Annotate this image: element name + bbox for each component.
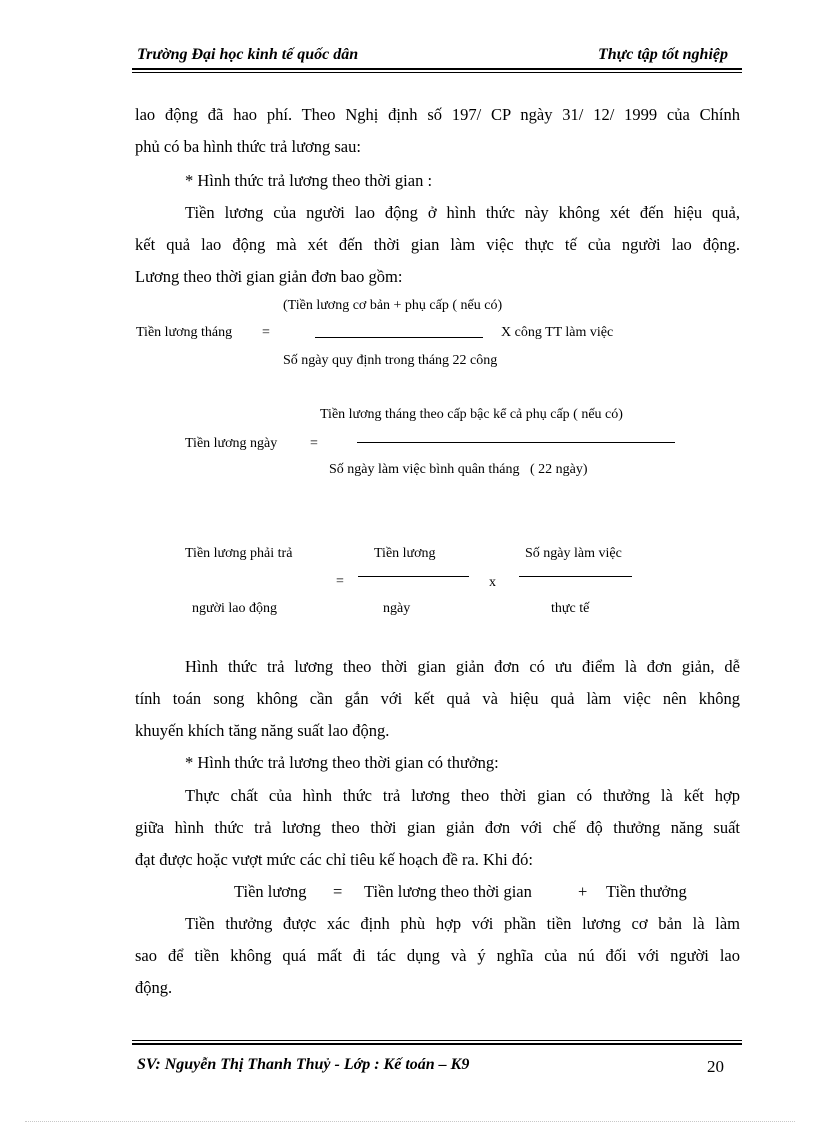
paragraph-time-based <box>135 197 740 293</box>
formula3-fraction2-bottom: thực tế <box>551 601 590 616</box>
section-heading-time-with-bonus: * Hình thức trả lương theo thời gian có thưởng: <box>185 753 499 772</box>
formula3-fraction1-bottom: ngày <box>383 601 411 616</box>
formula3-times: x <box>489 575 496 590</box>
text-line: Thực chất của hình thức trả lương theo thời gian có thưởng là kết hợp <box>185 786 740 805</box>
header-report-title: Thực tập tốt nghiệp <box>597 46 728 63</box>
formula4-term-bonus: Tiền thưởng <box>606 882 687 901</box>
text-line: khuyến khích tăng năng suất lao động. <box>135 721 390 740</box>
text-line: phủ có ba hình thức trả lương sau: <box>135 137 361 156</box>
text-line: Tiền thưởng được xác định phù hợp với phần tiền lương cơ bản là làm <box>185 914 740 933</box>
footer-rule-thin <box>132 1040 742 1041</box>
formula2-equals: = <box>310 436 318 451</box>
paragraph-time-with-bonus <box>135 780 740 876</box>
section-heading-time-based: * Hình thức trả lương theo thời gian : <box>185 171 433 190</box>
footer-rule-thick <box>132 1043 742 1045</box>
text-line: giữa hình thức trả lương theo thời gian giản đơn với chế độ thưởng năng suất <box>135 818 740 837</box>
text-line: đạt được hoặc vượt mức các chỉ tiêu kế hoạch đề ra. Khi đó: <box>135 850 533 869</box>
text-line: lao động đã hao phí. Theo Nghị định số 197/ CP ngày 31/ 12/ 1999 của Chính <box>135 105 740 124</box>
text-line: sao để tiền không quá mất đi tác dụng và ý nghĩa của nú đối với người lao <box>135 946 740 965</box>
formula4-equals: = <box>333 882 343 901</box>
formula3-fraction2-bar <box>519 576 632 577</box>
formula1-fraction-bar <box>315 337 483 338</box>
formula2-denominator: Số ngày làm việc bình quân tháng ( 22 ngày) <box>329 462 588 477</box>
formula1-numerator: (Tiền lương cơ bản + phụ cấp ( nếu có) <box>283 298 503 313</box>
formula1-equals: = <box>262 325 270 340</box>
formula3-fraction1-top: Tiền lương <box>374 546 436 561</box>
page-number: 20 <box>707 1057 724 1076</box>
formula2-numerator: Tiền lương tháng theo cấp bậc kể cả phụ cấp ( nếu có) <box>320 407 623 422</box>
formula1-lhs: Tiền lương tháng <box>136 325 233 340</box>
formula2-lhs: Tiền lương ngày <box>185 436 278 451</box>
paragraph-bonus-determination <box>135 908 740 1004</box>
text-line: động. <box>135 978 173 997</box>
header-rule-thick <box>132 68 742 70</box>
formula3-lhs-bottom: người lao động <box>192 601 277 616</box>
formula3-lhs-top: Tiền lương phải trả <box>185 546 293 561</box>
paragraph-intro <box>135 99 740 163</box>
text-line: Tiền lương của người lao động ở hình thức này không xét đến hiệu quả, <box>185 203 740 222</box>
text-line: tính toán song không cần gắn với kết quả và hiệu quả làm việc nên không <box>135 689 740 708</box>
footer-student-info: SV: Nguyễn Thị Thanh Thuỷ - Lớp : Kế toán – K9 <box>137 1056 470 1073</box>
formula1-denominator: Số ngày quy định trong tháng 22 công <box>283 353 498 368</box>
text-line: Lương theo thời gian giản đơn bao gồm: <box>135 267 403 286</box>
formula2-fraction-bar <box>357 442 675 443</box>
header-school-name: Trường Đại học kinh tế quốc dân <box>137 46 359 63</box>
formula1-multiplier: X công TT làm việc <box>501 325 614 340</box>
formula3-equals: = <box>336 574 344 589</box>
formula4-lhs: Tiền lương <box>234 882 307 901</box>
formula4-term-time-salary: Tiền lương theo thời gian <box>364 882 532 901</box>
formula3-fraction1-bar <box>358 576 469 577</box>
text-line: kết quả lao động mà xét đến thời gian làm việc thực tế của người lao động. <box>135 235 740 254</box>
header-rule-thin <box>132 72 742 73</box>
text-line: Hình thức trả lương theo thời gian giản đơn có ưu điểm là đơn giản, dễ <box>185 657 740 676</box>
formula3-fraction2-top: Số ngày làm việc <box>525 546 622 561</box>
formula4-plus: + <box>578 882 588 901</box>
page-bottom-edge <box>25 1121 795 1122</box>
paragraph-simple-time-advantages <box>135 651 740 747</box>
